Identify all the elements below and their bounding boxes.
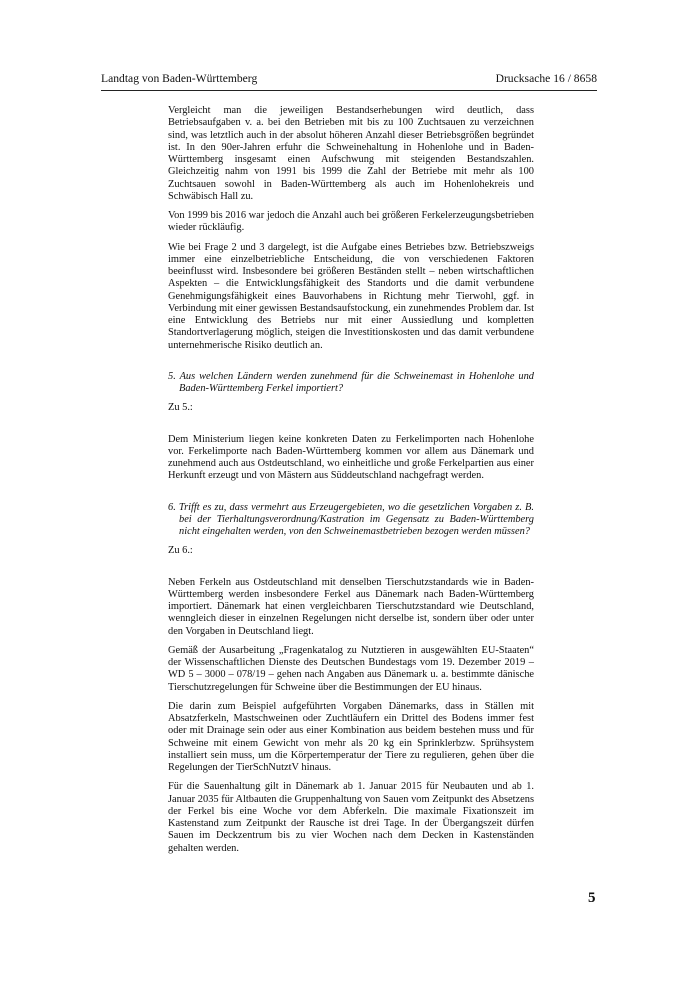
paragraph-2: Von 1999 bis 2016 war jedoch die Anzahl auch bei größeren Ferkelerzeugungsbetrieben wieder rückläufig. [168,210,534,234]
header-parliament: Landtag von Baden-Württemberg [101,72,258,85]
page-number: 5 [588,890,596,906]
header-rule [101,90,597,91]
answer-6-paragraph-4: Für die Sauenhaltung gilt in Dänemark ab 1. Januar 2015 für Neubauten und ab 1. Januar 2035 für Altbauten die Gruppenhaltung von Sauen vom Zeitpunkt des Absetzens der Ferkel bis eine Woche vor dem Abferkeln. Die maximale Fixationszeit im Kastenstand zum Zeitpunkt der Rausche ist drei Tage. In der Übergangszeit dürfen Sauen im Deckzentrum bis zu vier Wochen nach dem Decken in Kastenständen gehalten werden. [168,781,534,854]
question-6: 6. Trifft es zu, dass vermehrt aus Erzeugergebieten, wo die gesetzlichen Vorgaben z. B. bei der Tierhaltungsverordnung/Kastration im Gegensatz zu Baden-Württemberg nicht eingehalten werden, von den Schweinemastbetrieben bezogen werden müssen? [168,501,534,537]
answer-6-paragraph-1: Neben Ferkeln aus Ostdeutschland mit denselben Tierschutzstandards wie in Baden-Württemberg werden insbesondere Ferkel aus Dänemark nach Baden-Württemberg importiert. Dänemark hat einen vergleichbaren Tierschutzstandard wie Deutschland, wenngleich dieser in einzelnen Regelungen nicht derselbe ist, sondern über oder unter den Vorgaben in Deutschland liegt. [168,576,534,637]
paragraph-1: Vergleicht man die jeweiligen Bestandserhebungen wird deutlich, dass Betriebsaufgaben v. a. bei den Betrieben mit bis zu 100 Zuchtsauen zu verzeichnen sind, was letztlich auch in der absolut höheren Anzahl dieser Betriebsgrößen begründet ist. In den 90er-Jahren erfuhr die Schweinehaltung in Hohenlohe und in Baden-Württemberg insgesamt einen Aufschwung mit steigenden Bestandszahlen. Gleichzeitig nahm von 1991 bis 1999 die Zahl der Betriebe mit mehr als 100 Zuchtsauen sowohl in Baden-Württemberg als auch im Hohenlohekreis und Schwäbisch Hall zu. [168,105,534,202]
header-document-number: Drucksache 16 / 8658 [495,72,597,85]
paragraph-3: Wie bei Frage 2 und 3 dargelegt, ist die Aufgabe eines Betriebes bzw. Betriebszweigs immer eine einzelbetriebliche Entscheidung, die von verschiedenen Faktoren beeinflusst wird. Insbesondere bei größeren Beständen stellt – neben wirtschaftlichen Aspekten – die Entwicklungsfähigkeit des Standorts und die damit verbundene Genehmigungsfähigkeit eines Bauvorhabens in Richtung mehr Tierwohl, ggf. in Verbindung mit einer gewissen Bestandsaufstockung, ein zunehmendes Problem dar. Ist eine Entwicklung des Betriebs nur mit einer Aussiedlung und kompletten Standortverlagerung möglich, steigen die Investitionskosten und das damit verbundene unternehmerische Risiko deutlich an. [168,241,534,351]
answer-5: Dem Ministerium liegen keine konkreten Daten zu Ferkelimporten nach Hohenlohe vor. Ferkelimporte nach Baden-Württemberg kommen vor allem aus Dänemark und zunehmend auch aus Ostdeutschland, wo einheitliche und große Ferkelpartien aus einer Herkunft erzeugt und von Mästern aus Süddeutschland nachgefragt werden. [168,433,534,482]
answer-6-paragraph-2: Gemäß der Ausarbeitung „Fragenkatalog zu Nutztieren in ausgewählten EU-Staaten“ der Wissenschaftlichen Dienste des Deutschen Bundestags vom 19. Dezember 2019 – WD 5 – 3000 – 078/19 – gehen nach Angaben aus Dänemark u. a. bestimmte dänische Tierschutzregelungen für Schweine über die Bestimmungen der EU hinaus. [168,644,534,693]
answer-6-paragraph-3: Die darin zum Beispiel aufgeführten Vorgaben Dänemarks, dass in Ställen mit Absatzferkeln, Mastschweinen oder Zuchtläufern ein Drittel des Bodens immer fest oder mit Drainage sein oder aus einer Kombination aus beidem bestehen muss und für Schweine mit einem Gewicht von mehr als 20 kg ein Sprinklerbzw. Sprühsystem installiert sein muss, um die Körpertemperatur der Tiere zu regulieren, gehen über die Regelungen der TierSchNutztV hinaus. [168,700,534,773]
answer-6-heading: Zu 6.: [168,545,193,557]
document-body [168,105,534,862]
question-5: 5. Aus welchen Ländern werden zunehmend für die Schweinemast in Hohenlohe und Baden-Württemberg Ferkel importiert? [168,370,534,394]
answer-5-heading: Zu 5.: [168,402,193,414]
